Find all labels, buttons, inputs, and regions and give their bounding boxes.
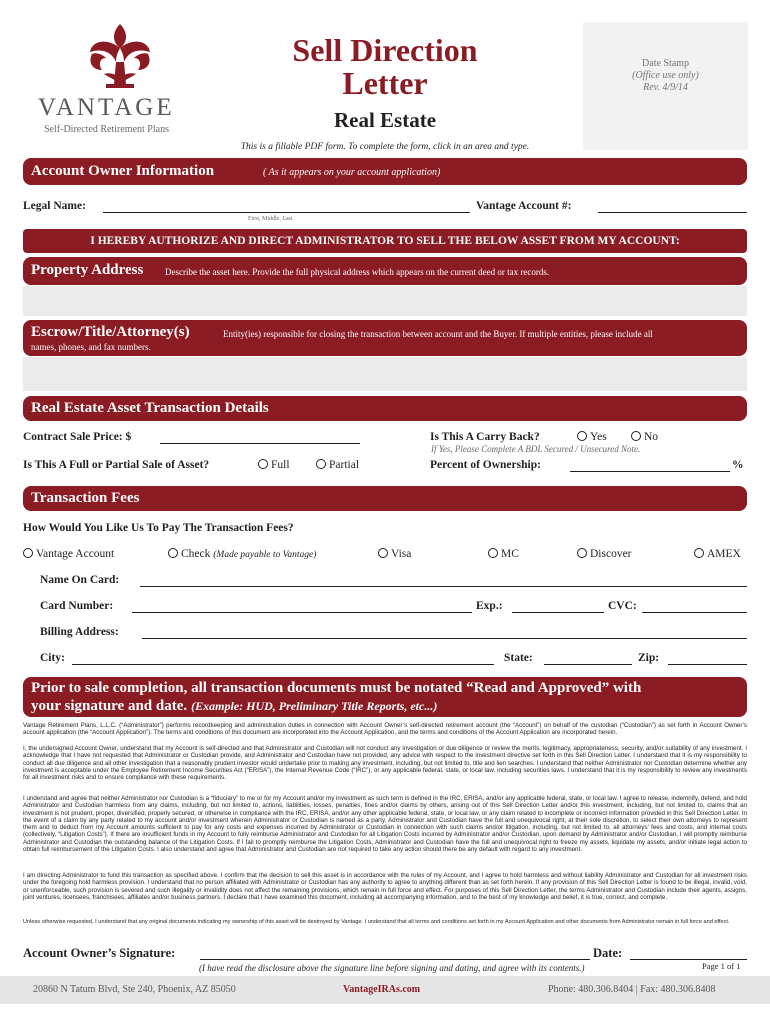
authorize-text: I HEREBY AUTHORIZE AND DIRECT ADMINISTRATOR TO SELL THE BELOW ASSET FROM MY ACCOUNT: (90, 235, 680, 247)
discover-label: Discover (590, 548, 632, 560)
cvc-field[interactable] (642, 612, 747, 613)
disclosure-paragraph-4: I am directing Administrator to fund this transaction as specified above. I confirm that the decision to sell this asset is in accordance with the rules of my Account, and I agree to hold harmless and without liability Administrator and Custodian for all investment risks under the foregoing hold harmless provision. I understand that no person affiliated with Administrator or Custodian has any authority to agree to anything different than as set forth herein. If any provision of this Sell Direction Letter is found to be illegal, invalid, void, or unenforceable, such provision is severed and such illegality or invalidity does not affect the remaining provisions, which remain in full force and effect. For purposes of this Sell Direction Letter, the terms Administrator and Custodian include their agents, assigns, joint ventures, licensees, franchisees, affiliates and/or business partners. I declare that I have examined this document, including all accompanying information, and to the best of my knowledge and belief, it is true, correct, and complete. (23, 872, 747, 901)
page-subtitle: Real Estate (333, 108, 437, 132)
date-label: Date: (593, 946, 623, 960)
title-line-2: Letter (342, 65, 428, 101)
exp-label: Exp.: (476, 600, 503, 612)
radio-icon (316, 459, 326, 469)
transaction-fees-heading: Transaction Fees (31, 490, 140, 506)
card-number-label: Card Number: (40, 600, 114, 612)
check-option[interactable] (168, 548, 316, 560)
property-address-field[interactable] (23, 286, 747, 316)
carry-back-note: If Yes, Please Complete A BDL Secured / Unsecured Note. (431, 444, 641, 454)
cvc-label: CVC: (608, 600, 637, 612)
amex-label: AMEX (707, 548, 741, 560)
logo-wordmark: VANTAGE (38, 94, 175, 121)
name-on-card-field[interactable] (140, 586, 747, 587)
escrow-desc-line2: names, phones, and fax numbers. (31, 342, 151, 352)
revision-label: Rev. 4/9/14 (643, 82, 688, 93)
contract-price-label: Contract Sale Price: $ (23, 431, 132, 443)
carry-back-no-option[interactable] (631, 431, 658, 443)
authorize-banner (23, 229, 747, 253)
mc-option[interactable] (488, 548, 519, 560)
account-owner-heading: Account Owner Information (31, 163, 215, 179)
state-label: State: (504, 652, 533, 664)
notice-line-2: your signature and date. (31, 698, 188, 714)
radio-icon (258, 459, 268, 469)
legal-name-label: Legal Name: (23, 200, 86, 212)
radio-icon (577, 431, 587, 441)
asset-details-header (23, 396, 747, 421)
discover-option[interactable] (577, 548, 632, 560)
radio-icon (23, 548, 33, 558)
no-label: No (644, 431, 659, 443)
full-sale-option[interactable] (258, 459, 290, 471)
vantage-account-label: Vantage Account #: (476, 200, 572, 212)
radio-icon (378, 548, 388, 558)
carry-back-yes-option[interactable] (577, 431, 607, 443)
full-label: Full (271, 459, 290, 471)
signature-field[interactable] (200, 959, 590, 960)
date-stamp-box[interactable] (583, 22, 748, 150)
footer-address: 20860 N Tatum Blvd, Ste 240, Phoenix, AZ 85050 (33, 984, 236, 995)
city-label: City: (40, 652, 65, 664)
ownership-field[interactable] (570, 471, 730, 472)
city-field[interactable] (72, 664, 494, 665)
billing-address-field[interactable] (142, 638, 747, 639)
radio-icon (577, 548, 587, 558)
disclosure-paragraph-5: Unless otherwise requested, I understand that any original documents indicating my ownership of this asset will be destroyed by Vantage. I understand that all terms and conditions set forth in my Account Application and other documents from Administrator remain in full force and effect. (23, 919, 730, 925)
notice-line-1: Prior to sale completion, all transaction documents must be notated “Read and Approved” with (31, 680, 642, 696)
partial-label: Partial (329, 459, 360, 471)
full-partial-label: Is This A Full or Partial Sale of Asset? (23, 459, 210, 471)
state-field[interactable] (544, 664, 632, 665)
transaction-fees-header (23, 486, 747, 511)
percent-sign: % (732, 459, 744, 471)
asset-details-heading: Real Estate Asset Transaction Details (31, 400, 269, 416)
check-label: Check (181, 548, 211, 560)
yes-label: Yes (590, 431, 607, 443)
escrow-desc-line1: Entity(ies) responsible for closing the transaction between account and the Buyer. If multiple entities, please include all (223, 329, 653, 339)
name-on-card-label: Name On Card: (40, 574, 120, 586)
disclosure-paragraph-3: I understand and agree that neither Administrator nor Custodian is a “fiduciary” to me or for my Account and/or my investment as such term is defined in the IRC, ERISA, and/or any applicable federal, state, or local law. I agree to release, indemnify, defend, and hold Administrator and Custodian harmless from any claims, including, but not limited to, actions, liabilities, losses, penalties, fines and/or claims by others, arising out of this Sell Direction Letter and/or this investment, including, but not limited to, claims that an investment is not prudent, proper, diversified, properly secured, or otherwise in compliance with the IRC, ERISA, and/or any other applicable federal, state, or local law, or any claim related to incomplete or incorrect information provided in this Sell Direction Letter. In the event of a claim by any party related to my account and/or investment wherein Administrator or Custodian is named as a party, Administrator and Custodian have the full and unequivocal right, at their sole discretion, to select their own attorneys to represent them and to deduct from my Account amounts sufficient to pay for any costs and expenses incurred by Administrator or Custodian in connection with such claims and/or litigation, including, but not limited to, all attorneys’ fees and costs, and internal costs (collectively, “Litigation Costs”). If there are insufficient funds in my Account to fully reimburse Administrator and Custodian for all Litigation Costs incurred by Administrator and/or Custodian, upon demand by Administrator and/or Custodian, I will promptly reimburse Administrator and Custodian the outstanding balance of the Litigation Costs. If I fail to promptly reimburse the Litigation Costs, Administrator and Custodian have the full and unequivocal right to freeze my assets, liquidate my assets, and/or initiate legal action to obtain full reimbursement of the Litigation Costs. I also understand and agree that Administrator and Custodian are not required to take any action should there be any default with regard to any investment. (23, 795, 747, 854)
billing-address-label: Billing Address: (40, 626, 119, 638)
mc-label: MC (501, 548, 519, 560)
vantage-account-option[interactable] (23, 548, 114, 560)
escrow-field[interactable] (23, 357, 747, 391)
carry-back-label: Is This A Carry Back? (430, 431, 540, 443)
card-number-field[interactable] (132, 612, 472, 613)
signature-note: (I have read the disclosure above the signature line before signing and dating, and agree with its contents.) (199, 963, 585, 973)
fillable-note: This is a fillable PDF form. To complete the form, click in an area and type. (240, 142, 530, 152)
property-address-desc: Describe the asset here. Provide the full physical address which appears on the current deed or tax records. (165, 267, 550, 277)
logo-tagline: Self-Directed Retirement Plans (44, 124, 169, 135)
radio-icon (488, 548, 498, 558)
exp-field[interactable] (512, 612, 604, 613)
vantage-logo (20, 18, 220, 138)
signature-label: Account Owner’s Signature: (23, 946, 176, 960)
title-line-1: Sell Direction (292, 32, 478, 68)
notice-header (23, 677, 747, 717)
fleur-de-lis-icon (20, 18, 220, 96)
zip-label: Zip: (638, 652, 660, 664)
account-owner-header (23, 158, 747, 185)
visa-label: Visa (391, 548, 412, 560)
footer-website[interactable]: VantageIRAs.com (343, 984, 421, 995)
amex-option[interactable] (694, 548, 741, 560)
escrow-heading: Escrow/Title/Attorney(s) (31, 324, 190, 340)
date-stamp-note: (Office use only) (632, 70, 699, 81)
escrow-header (23, 320, 747, 356)
radio-icon (631, 431, 641, 441)
disclosure-paragraph-1: Vantage Retirement Plans, L.L.C. (“Administrator”) performs recordkeeping and administration duties in connection with Account Owner’s self-directed retirement account (the “Account”) on behalf of the custodian (“Custodian”) as set forth in Account Owner’s account application (the “Account Application”). The terms and conditions of this document are incorporated into the Account Application, and the terms and conditions of the Account Application are incorporated herein. (23, 722, 747, 737)
disclosure-paragraph-2: I, the undersigned Account Owner, understand that my Account is self-directed and that Administrator and Custodian will not conduct any investigation or due diligence or review the merits, legitimacy, appropriateness, security, and/or suitability of any investment. I acknowledge that I have not requested that Administrator or Custodian provide, and Administrator and Custodian have not provided, any advice with respect to the investment directive set forth in this Sell Direction Letter. I understand that it is my responsibility to conduct all due diligence and all other investigation that a reasonably prudent investor would undertake prior to making any investment, including, but not limited to, title and lien searches. I understand that neither Administrator nor Custodian determine whether any investment is acceptable under the Employee Retirement Income Securities Act (“ERISA”), the Internal Revenue Code (“IRC”), or any applicable federal, state, or local law, including securities laws. I understand that it is my responsibility to review any investments for all investment risks and to ensure compliance with these requirements. (23, 745, 747, 782)
contract-price-field[interactable] (160, 443, 360, 444)
legal-name-hint: First, Middle, Last (248, 216, 293, 222)
footer (0, 976, 770, 1004)
footer-phone-fax: Phone: 480.306.8404 | Fax: 480.306.8408 (548, 984, 716, 995)
notice-example: (Example: HUD, Preliminary Title Reports, etc...) (191, 699, 438, 713)
vantage-account-label: Vantage Account (36, 548, 115, 560)
account-owner-note: ( As it appears on your account application) (263, 167, 441, 178)
legal-name-field[interactable] (103, 212, 470, 213)
radio-icon (168, 548, 178, 558)
date-stamp-label: Date Stamp (642, 58, 689, 69)
ownership-label: Percent of Ownership: (430, 459, 541, 471)
zip-field[interactable] (668, 664, 747, 665)
date-field[interactable] (630, 959, 747, 960)
property-address-header (23, 257, 747, 285)
property-address-heading: Property Address (31, 262, 144, 278)
visa-option[interactable] (378, 548, 411, 560)
fees-question: How Would You Like Us To Pay The Transaction Fees? (23, 522, 294, 534)
partial-sale-option[interactable] (316, 459, 359, 471)
page-number: Page 1 of 1 (702, 961, 741, 971)
vantage-account-field[interactable] (598, 212, 747, 213)
page-title (240, 34, 530, 100)
check-note: (Made payable to Vantage) (213, 550, 317, 560)
radio-icon (694, 548, 704, 558)
